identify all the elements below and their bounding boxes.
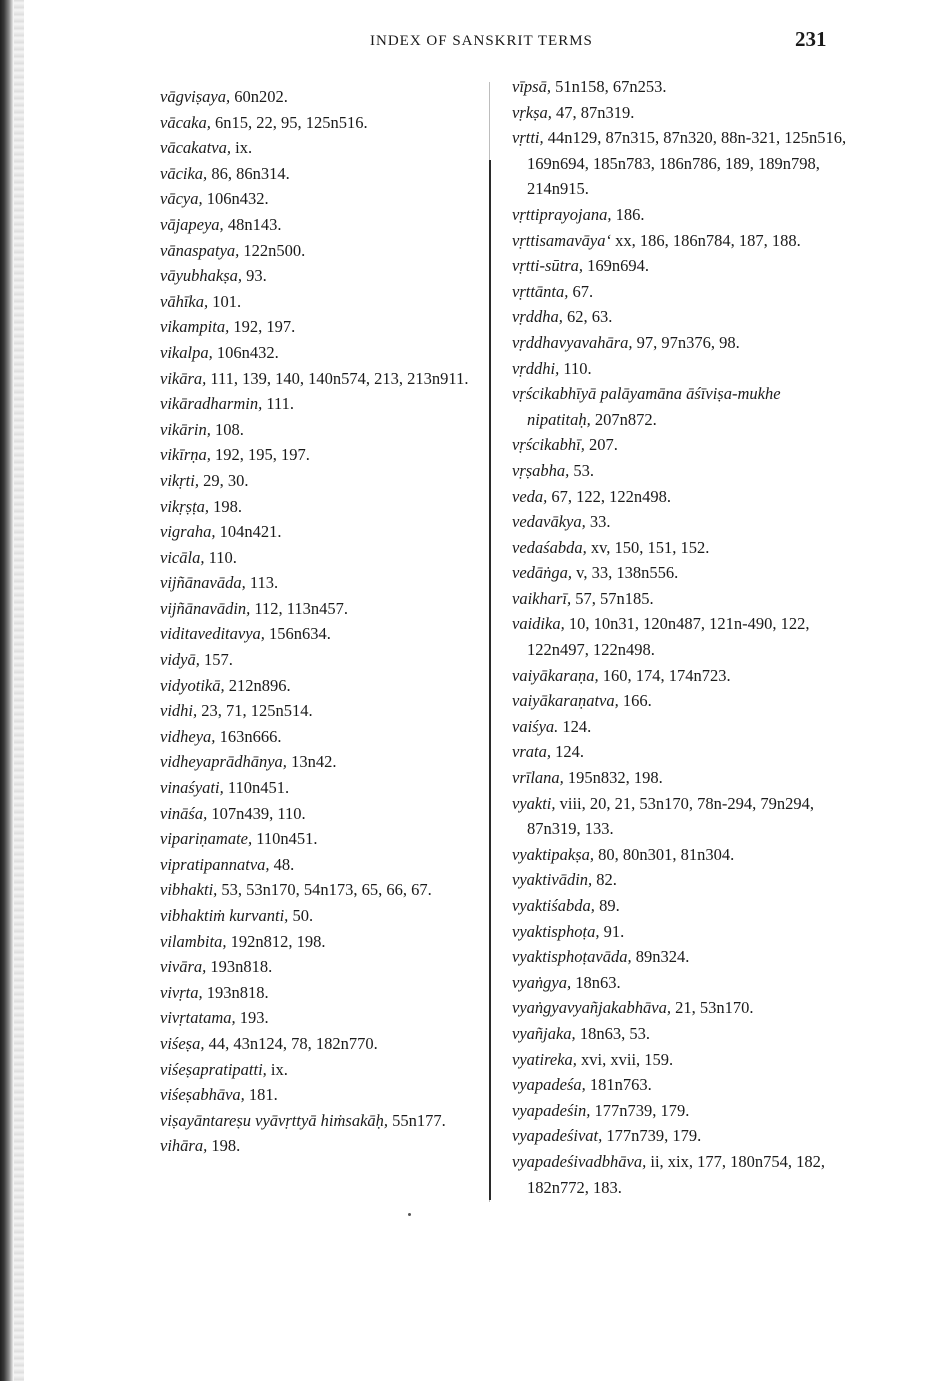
- ink-speck: [408, 1213, 411, 1216]
- index-term: vihāra,: [160, 1136, 208, 1156]
- page-references: 111.: [262, 394, 294, 414]
- index-entry: [512, 586, 847, 612]
- index-entry: [512, 1047, 847, 1073]
- page-references: xvi, xvii, 159.: [576, 1049, 674, 1069]
- index-term: vināśa,: [160, 803, 208, 823]
- page-references: 212n896.: [224, 675, 291, 695]
- index-entry: [512, 202, 847, 228]
- index-entry: [512, 356, 847, 382]
- index-entry: [160, 519, 500, 545]
- index-entry: [512, 125, 847, 202]
- index-term: vṛttiprayojana,: [512, 204, 612, 224]
- page-references: 80, 80n301, 81n304.: [594, 844, 735, 864]
- index-entry: [160, 775, 500, 801]
- page-references: 51n158, 67n253.: [550, 77, 667, 96]
- index-term: viṣayāntareṣu vyāvṛttyā hiṁsakāḥ,: [160, 1110, 389, 1130]
- index-entry: [512, 663, 847, 689]
- index-entry: [512, 970, 847, 996]
- page-references: 13n42.: [286, 752, 337, 772]
- page-references: 86, 86n314.: [207, 163, 290, 183]
- index-entry: [512, 535, 847, 561]
- index-term: vāyubhakṣa,: [160, 266, 243, 286]
- page-references: 44, 43n124, 78, 182n770.: [204, 1033, 378, 1053]
- index-term: vipariṇamate,: [160, 829, 253, 849]
- index-entry: [160, 340, 500, 366]
- index-entry: [512, 765, 847, 791]
- index-term: vṛddhi,: [512, 358, 560, 378]
- index-term: viśeṣapratipatti,: [160, 1059, 267, 1079]
- page-references: ii, xix, 177, 180n754, 182, 182n772, 183.: [527, 1151, 826, 1197]
- index-term: vivṛtatama,: [160, 1008, 236, 1028]
- index-entry: [512, 739, 847, 765]
- page-references: 192n812, 198.: [226, 931, 326, 951]
- index-term: vibhakti,: [160, 880, 218, 900]
- page-references: 82.: [592, 870, 617, 890]
- index-entry: [160, 1133, 500, 1159]
- index-term: vikārin,: [160, 419, 211, 439]
- index-entry: [512, 560, 847, 586]
- index-entry: [512, 509, 847, 535]
- page-references: 91.: [599, 921, 625, 941]
- index-entry: [160, 442, 500, 468]
- index-entry: [160, 545, 500, 571]
- index-term: viśeṣa,: [160, 1033, 205, 1053]
- page-references: 122n500.: [239, 240, 306, 260]
- index-term: vyapadeśivat,: [512, 1126, 603, 1146]
- page-references: 166.: [618, 691, 652, 711]
- index-term: viditaveditavya,: [160, 624, 265, 644]
- index-entry: [160, 877, 500, 903]
- page-references: 160, 174, 174n723.: [598, 665, 731, 685]
- page-references: xx, 186, 186n784, 187, 188.: [610, 230, 801, 250]
- page-references: 186.: [611, 204, 645, 224]
- index-term: vāgviṣaya,: [160, 87, 231, 106]
- index-entry: [160, 570, 500, 596]
- page-references: 181.: [244, 1085, 278, 1105]
- index-entry: [512, 995, 847, 1021]
- page-references: 195n832, 198.: [563, 768, 663, 788]
- index-term: vinaśyati,: [160, 778, 224, 798]
- page-references: 48.: [269, 854, 295, 874]
- index-term: vijñānavādin,: [160, 598, 251, 618]
- page-references: 10, 10n31, 120n487, 121n-490, 122, 122n497, 122n498.: [527, 614, 810, 660]
- page-references: 198.: [209, 496, 243, 516]
- page-references: 47, 87n319.: [551, 102, 635, 122]
- index-term: vrīlana,: [512, 768, 564, 788]
- index-term: vedāṅga,: [512, 563, 573, 583]
- index-entry: [160, 1108, 500, 1134]
- page-references: 97, 97n376, 98.: [632, 332, 740, 352]
- index-term: vaiyākaraṇatva,: [512, 691, 619, 711]
- page-references: 50.: [288, 906, 314, 925]
- index-term: vaidika,: [512, 614, 565, 634]
- page-references: 193n818.: [202, 982, 269, 1002]
- index-term: vṛddhavyavahāra,: [512, 332, 633, 352]
- index-term: vyaktivādin,: [512, 870, 593, 890]
- index-term: vṛścikabhī,: [512, 435, 585, 455]
- index-term: vyapadeśin,: [512, 1100, 591, 1120]
- index-entry: [512, 330, 847, 356]
- index-entry: [160, 212, 500, 238]
- index-entry: [160, 110, 500, 136]
- index-term: vrata,: [512, 742, 551, 762]
- page-references: 169n694.: [583, 256, 650, 276]
- page-references: 18n63.: [571, 972, 621, 992]
- page-references: 110n451.: [223, 778, 290, 798]
- page-references: 23, 71, 125n514.: [197, 701, 313, 721]
- index-term: vidheya,: [160, 726, 216, 746]
- index-term: vyapadeśivadbhāva,: [512, 1151, 647, 1171]
- page-references: 33.: [585, 512, 611, 532]
- index-entry: [160, 954, 500, 980]
- index-term: vicāla,: [160, 547, 205, 567]
- index-term: vikṛti,: [160, 470, 199, 490]
- index-term: vyatireka,: [512, 1049, 577, 1069]
- page-references: 29, 30.: [198, 470, 249, 490]
- page-references: xv, 150, 151, 152.: [586, 537, 710, 557]
- index-entry: [160, 980, 500, 1006]
- page-references: 110.: [559, 358, 592, 378]
- index-entry: [160, 621, 500, 647]
- index-term: vīpsā,: [512, 77, 551, 96]
- index-entry: [160, 1005, 500, 1031]
- index-entry: [160, 647, 500, 673]
- page-references: 111, 139, 140, 140n574, 213, 213n911.: [206, 368, 469, 388]
- index-entry: [160, 903, 500, 929]
- index-term: vidyā,: [160, 650, 200, 670]
- index-entry: [160, 724, 500, 750]
- index-entry: [160, 749, 500, 775]
- index-term: vijñānavāda,: [160, 573, 246, 593]
- scan-shadow-edge: [0, 0, 14, 1381]
- page-references: 156n634.: [264, 624, 331, 644]
- index-entry: [512, 1149, 847, 1200]
- index-entry: [160, 801, 500, 827]
- index-entry: [160, 673, 500, 699]
- page-references: 106n432.: [202, 189, 269, 209]
- index-entry: [512, 1098, 847, 1124]
- index-term: vyaktisphoṭa,: [512, 921, 600, 941]
- index-term: vyakti,: [512, 793, 556, 813]
- index-term: vyaktiśabda,: [512, 896, 595, 915]
- index-entry: [512, 1123, 847, 1149]
- page-references: 67.: [568, 281, 594, 301]
- index-term: vibhaktiṁ kurvanti,: [160, 906, 289, 925]
- page-references: 124.: [558, 716, 592, 736]
- page-references: 192, 195, 197.: [210, 445, 310, 465]
- page-references: 193n818.: [206, 957, 273, 977]
- index-entry: [160, 852, 500, 878]
- index-term: vivāra,: [160, 957, 207, 977]
- index-column-left: [160, 84, 500, 1159]
- page-references: 163n666.: [215, 726, 282, 746]
- index-entry: [160, 826, 500, 852]
- page-references: 198.: [207, 1136, 241, 1156]
- index-entry: [160, 161, 500, 187]
- index-term: vidyotikā,: [160, 675, 225, 695]
- index-column-right: [512, 74, 847, 1200]
- index-entry: [512, 1072, 847, 1098]
- page-references: 110.: [204, 547, 237, 567]
- page-references: 177n739, 179.: [590, 1100, 690, 1120]
- page-references: 108.: [210, 419, 244, 439]
- index-term: vṛttānta,: [512, 281, 569, 301]
- page-references: 207.: [584, 435, 618, 455]
- index-entry: [512, 484, 847, 510]
- index-entry: [512, 842, 847, 868]
- index-term: vikāra,: [160, 368, 207, 388]
- page-references: 6n15, 22, 95, 125n516.: [210, 112, 368, 132]
- index-term: vikṛṣṭa,: [160, 496, 210, 516]
- index-term: vyaṅgya,: [512, 972, 572, 992]
- index-entry: [512, 1021, 847, 1047]
- index-term: vānaspatya,: [160, 240, 240, 260]
- page-number: 231: [795, 27, 827, 51]
- index-term: vṛkṣa,: [512, 102, 552, 122]
- index-term: vikalpa,: [160, 342, 213, 362]
- page-references: v, 33, 138n556.: [572, 563, 679, 583]
- page-references: 193.: [235, 1008, 269, 1028]
- index-entry: [512, 432, 847, 458]
- index-term: vyaktipakṣa,: [512, 844, 595, 864]
- index-entry: [512, 714, 847, 740]
- index-term: vikāradharmin,: [160, 394, 263, 414]
- index-entry: [160, 698, 500, 724]
- index-term: vṛtti-sūtra,: [512, 256, 584, 276]
- index-entry: [160, 596, 500, 622]
- index-entry: [512, 791, 847, 842]
- index-term: vidheyaprādhānya,: [160, 752, 287, 772]
- page-references: ix.: [231, 138, 253, 158]
- index-entry: [512, 867, 847, 893]
- index-term: vṛṣabha,: [512, 460, 570, 480]
- page-references: 57, 57n185.: [571, 588, 654, 608]
- index-entry: [160, 135, 500, 161]
- index-term: vāhīka,: [160, 291, 209, 311]
- page-references: 89.: [594, 896, 620, 915]
- index-entry: [160, 84, 500, 110]
- page-references: 18n63, 53.: [575, 1023, 650, 1043]
- column-divider: [489, 160, 491, 1200]
- page-references: viii, 20, 21, 53n170, 78n-294, 79n294, 87n319, 133.: [527, 793, 815, 839]
- index-term: vyaktisphoṭavāda,: [512, 947, 632, 967]
- index-entry: [512, 228, 847, 254]
- index-term: vedaśabda,: [512, 537, 587, 557]
- page-references: ix.: [266, 1059, 288, 1079]
- index-entry: [160, 186, 500, 212]
- index-term: vyapadeśa,: [512, 1075, 586, 1095]
- page-references: 177n739, 179.: [602, 1126, 702, 1146]
- index-term: vācakatva,: [160, 138, 232, 158]
- page-references: 112, 113n457.: [250, 598, 349, 618]
- index-term: vikampita,: [160, 317, 230, 337]
- page-references: 113.: [245, 573, 279, 593]
- index-entry: [512, 381, 847, 432]
- index-entry: [512, 279, 847, 305]
- index-entry: [160, 1031, 500, 1057]
- index-term: vyaṅgyavyañjakabhāva,: [512, 998, 671, 1018]
- index-term: vidhi,: [160, 701, 198, 721]
- index-term: vṛtti,: [512, 128, 544, 148]
- index-term: viśeṣabhāva,: [160, 1085, 245, 1105]
- page-references: 106n432.: [212, 342, 279, 362]
- index-term: vaikharī,: [512, 588, 572, 608]
- index-entry: [512, 74, 847, 100]
- page-references: 192, 197.: [229, 317, 296, 337]
- index-term: vājapeya,: [160, 214, 224, 234]
- page-references: 110n451.: [252, 829, 318, 849]
- page-references: 53.: [569, 460, 595, 480]
- page-references: 93.: [242, 266, 267, 286]
- index-term: vilambita,: [160, 931, 227, 951]
- page-references: 107n439, 110.: [207, 803, 306, 823]
- index-entry: [160, 417, 500, 443]
- index-term: vācaka,: [160, 112, 211, 132]
- index-term: vaiyākaraṇa,: [512, 665, 599, 685]
- index-entry: [160, 263, 500, 289]
- index-entry: [512, 304, 847, 330]
- page-references: 104n421.: [215, 522, 282, 542]
- index-entry: [160, 929, 500, 955]
- scan-shadow-texture: [14, 0, 24, 1381]
- page-references: 124.: [550, 742, 584, 762]
- index-term: vyañjaka,: [512, 1023, 576, 1043]
- page-references: 21, 53n170.: [670, 998, 754, 1018]
- index-term: vikīrṇa,: [160, 445, 211, 465]
- index-term: vivṛta,: [160, 982, 203, 1002]
- index-entry: [512, 253, 847, 279]
- page-references: 55n177.: [388, 1110, 446, 1130]
- page-references: 53, 53n170, 54n173, 65, 66, 67.: [217, 880, 432, 900]
- page-references: 181n763.: [585, 1075, 652, 1095]
- index-term: vipratipannatva,: [160, 854, 270, 874]
- page-references: 67, 122, 122n498.: [547, 486, 672, 506]
- index-term: vṛścikabhīyā palāyamāna āśīviṣa-mukhe nipatitaḥ,: [512, 384, 781, 429]
- index-entry: [160, 366, 500, 392]
- index-term: vaiśya.: [512, 716, 559, 736]
- page-references: 207n872.: [590, 409, 657, 429]
- index-entry: [160, 494, 500, 520]
- index-entry: [512, 100, 847, 126]
- index-entry: [160, 289, 500, 315]
- page-references: 62, 63.: [562, 307, 613, 327]
- index-entry: [160, 1057, 500, 1083]
- running-head: INDEX OF SANSKRIT TERMS: [370, 33, 593, 49]
- page-references: 157.: [199, 650, 233, 670]
- index-entry: [160, 1082, 500, 1108]
- index-entry: [512, 919, 847, 945]
- index-term: vācya,: [160, 189, 203, 209]
- page-references: 89n324.: [631, 947, 690, 967]
- index-term: vṛddha,: [512, 307, 563, 327]
- index-entry: [512, 893, 847, 919]
- index-term: vedavākya,: [512, 512, 586, 532]
- index-entry: [160, 238, 500, 264]
- page-references: 48n143.: [223, 214, 282, 234]
- index-entry: [160, 391, 500, 417]
- index-term: veda,: [512, 486, 548, 506]
- index-entry: [160, 314, 500, 340]
- index-entry: [512, 458, 847, 484]
- index-term: vṛttisamavāya‘: [512, 230, 611, 250]
- page-references: 60n202.: [230, 87, 288, 106]
- page-references: 44n129, 87n315, 87n320, 88n-321, 125n516, 169n694, 185n783, 186n786, 189, 189n798, 214n915.: [527, 128, 847, 199]
- index-term: vācika,: [160, 163, 208, 183]
- index-entry: [512, 688, 847, 714]
- index-entry: [160, 468, 500, 494]
- index-entry: [512, 944, 847, 970]
- index-term: vigraha,: [160, 522, 216, 542]
- index-entry: [512, 611, 847, 662]
- page-references: 101.: [208, 291, 242, 311]
